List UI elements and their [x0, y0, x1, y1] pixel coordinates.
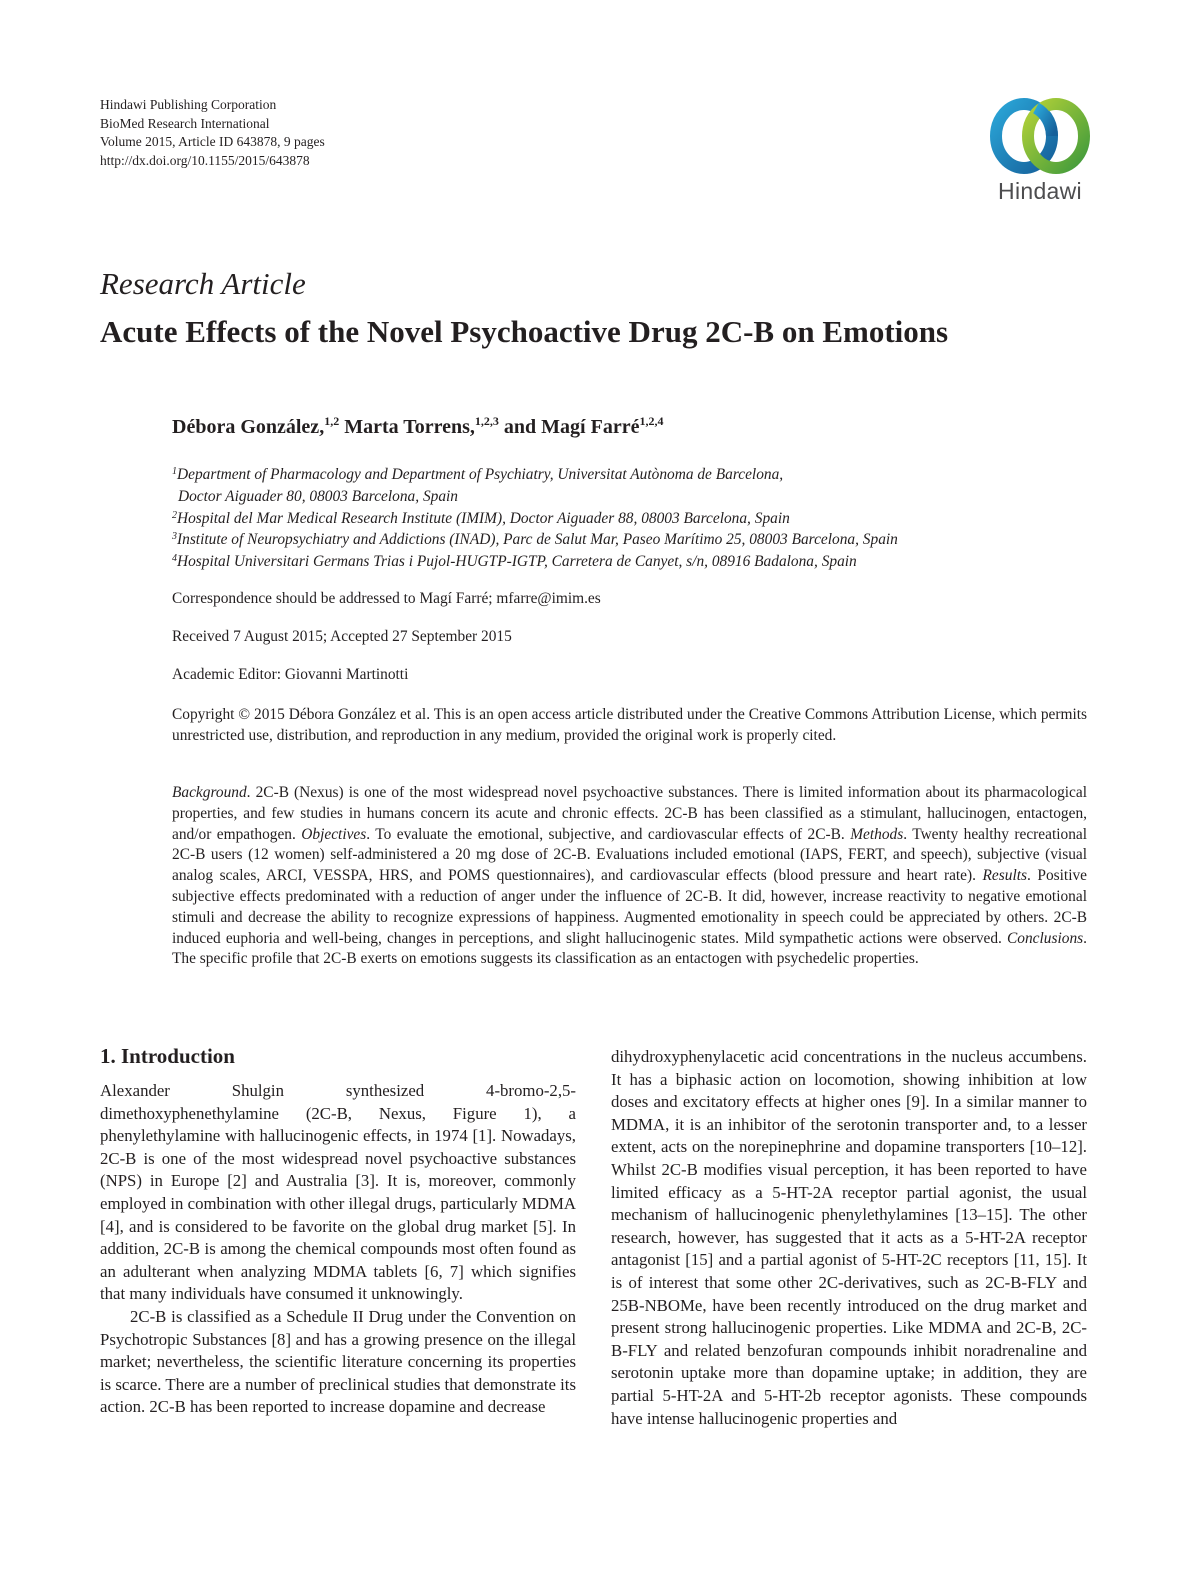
received-dates: Received 7 August 2015; Accepted 27 September 2015: [172, 628, 512, 645]
body-paragraph: 2C-B is classified as a Schedule II Drug under the Convention on Psychotropic Substances [8] and has a growing presence on the illegal market; nevertheless, the scientific literature concerning its properties is scarce. There are a number of preclinical studies that demonstrate its action. 2C-B has been reported to increase dopamine and decrease: [100, 1306, 576, 1417]
academic-editor: Academic Editor: Giovanni Martinotti: [172, 666, 409, 683]
copyright-notice: Copyright © 2015 Débora González et al. This is an open access article distributed under the Creative Commons Attribution License, which permits unrestricted use, distribution, and reproduction in any medium, provided the original work is properly cited.: [172, 706, 1087, 744]
abstract-label-background: Background: [172, 784, 247, 801]
author-affil-ref: 1,2,4: [639, 414, 664, 428]
article-type: Research Article: [100, 266, 306, 301]
affiliations: [172, 464, 1112, 573]
journal-header: [100, 96, 325, 170]
body-paragraph: Alexander Shulgin synthesized 4-bromo-2,5-dimethoxyphenethylamine (2C-B, Nexus, Figure 1), a phenylethylamine with hallucinogenic effects, in 1974 [1]. Nowadays, 2C-B is one of the most widespread novel psychoactive substances (NPS) in Europe [2] and Australia [3]. It is, moreover, commonly employed in combination with other illegal drugs, particularly MDMA [4], and is considered to be favorite on the global drug market [5]. In addition, 2C-B is among the chemical compounds most often found as an adulterant when analyzing MDMA tablets [6, 7] which signifies that many individuals have consumed it unknowingly.: [100, 1081, 576, 1304]
hindawi-logo: [986, 96, 1094, 206]
affiliation-item-continued: Doctor Aiguader 80, 08003 Barcelona, Spain: [178, 487, 458, 505]
author-name: Débora González,: [172, 416, 325, 438]
right-column: [611, 1046, 1087, 1430]
author-name: Magí Farré: [541, 416, 640, 438]
abstract-label-methods: Methods: [850, 825, 904, 843]
affiliation-number: 4: [172, 553, 177, 565]
author-affil-ref: 1,2: [324, 414, 340, 428]
abstract-background: . 2C-B (Nexus) is one of the most widespread novel psychoactive substances. There is limited information about its pharmacological properties, and few studies in humans concern its acute and chronic effects. 2C-B has been classified as a stimulant, hallucinogen, entactogen, and/or empathogen.: [172, 784, 1087, 843]
abstract-label-objectives: Objectives: [301, 825, 367, 843]
abstract-results: . Positive subjective effects predominated with a reduction of anger under the influence of 2C-B. It did, however, increase reactivity to negative emotional stimuli and decrease the ability to recognize expressions of happiness. Augmented emotionality in speech could be appreciated by others. 2C-B induced euphoria and well-being, changes in perceptions, and slight hallucinogenic states. Mild sympathetic actions were observed.: [172, 867, 1087, 947]
affiliation-number: 2: [172, 509, 177, 521]
affiliation-item: [172, 529, 1112, 551]
abstract-methods: . Twenty healthy recreational 2C-B users (12 women) self-administered a 20 mg dose of 2C-B. Evaluations included emotional (IAPS, FERT, and speech), subjective (visual analog scales, ARCI, VESSPA, HRS, and POMS questionnaires), and cardiovascular effects (blood pressure and heart rate).: [172, 825, 1087, 885]
left-column: [100, 1080, 576, 1419]
abstract-label-conclusions: Conclusions: [1007, 929, 1084, 947]
affiliation-item: [172, 464, 1112, 486]
author-affil-ref: 1,2,3: [474, 414, 499, 428]
abstract-objectives: . To evaluate the emotional, subjective, and cardiovascular effects of 2C-B.: [366, 825, 851, 843]
affiliation-text: Hospital Universitari Germans Trias i Pujol-HUGTP-IGTP, Carretera de Canyet, s/n, 08916 Badalona, Spain: [177, 553, 857, 571]
volume-info: Volume 2015, Article ID 643878, 9 pages: [100, 134, 325, 149]
abstract-label-results: Results: [982, 867, 1027, 885]
author-name: Marta Torrens,: [344, 416, 475, 438]
article-title: Acute Effects of the Novel Psychoactive Drug 2C-B on Emotions: [100, 314, 949, 349]
publisher: Hindawi Publishing Corporation: [100, 97, 277, 112]
section-heading-introduction: 1. Introduction: [100, 1044, 235, 1068]
correspondence: Correspondence should be addressed to Magí Farré; mfarre@imim.es: [172, 590, 601, 607]
affiliation-text: Hospital del Mar Medical Research Institute (IMIM), Doctor Aiguader 88, 08003 Barcelona, Spain: [177, 509, 790, 527]
affiliation-text: Department of Pharmacology and Department of Psychiatry, Universitat Autònoma de Barcelona,: [177, 466, 784, 483]
abstract-conclusions: . The specific profile that 2C-B exerts on emotions suggests its classification as an entactogen with psychedelic properties.: [172, 929, 1087, 968]
doi-link[interactable]: http://dx.doi.org/10.1155/2015/643878: [100, 152, 310, 168]
author-connector: and: [503, 416, 537, 438]
affiliation-item: [172, 551, 1112, 573]
body-paragraph: dihydroxyphenylacetic acid concentrations in the nucleus accumbens. It has a biphasic action on locomotion, showing inhibition at low doses and excitatory effects at higher ones [9]. In a similar manner to MDMA, it is an inhibitor of the serotonin transporter and, to a lesser extent, acts on the norepinephrine and dopamine transporters [10–12]. Whilst 2C-B modifies visual perception, it has been reported to have limited efficacy as a 5-HT-2A receptor partial agonist, the usual mechanism of hallucinogenic phenylethylamines [13–15]. The other research, however, has suggested that it acts as a 5-HT-2A receptor antagonist [15] and a partial agonist of 5-HT-2C receptors [11, 15]. It is of interest that some other 2C-derivatives, such as 2C-B-FLY and 25B-NBOMe, have been recently introduced on the drug market and present strong hallucinogenic properties. Like MDMA and 2C-B, 2C-B-FLY and related benzofuran compounds inhibit noradrenaline and serotonin uptake more than dopamine uptake; in addition, they are partial 5-HT-2A and 5-HT-2b receptor agonists. These compounds have intense hallucinogenic properties and: [611, 1047, 1087, 1428]
logo-wordmark: Hindawi: [998, 178, 1082, 204]
journal-name: BioMed Research International: [100, 115, 270, 131]
affiliation-number: 1: [172, 466, 177, 477]
affiliation-number: 3: [172, 531, 177, 543]
author-list: [172, 416, 663, 439]
hindawi-logo-icon: [988, 96, 1092, 176]
affiliation-item: [172, 508, 1112, 530]
affiliation-text: Institute of Neuropsychiatry and Addictions (INAD), Parc de Salut Mar, Paseo Marítimo 25, 08003 Barcelona, Spain: [177, 531, 898, 549]
abstract: [172, 783, 1087, 970]
